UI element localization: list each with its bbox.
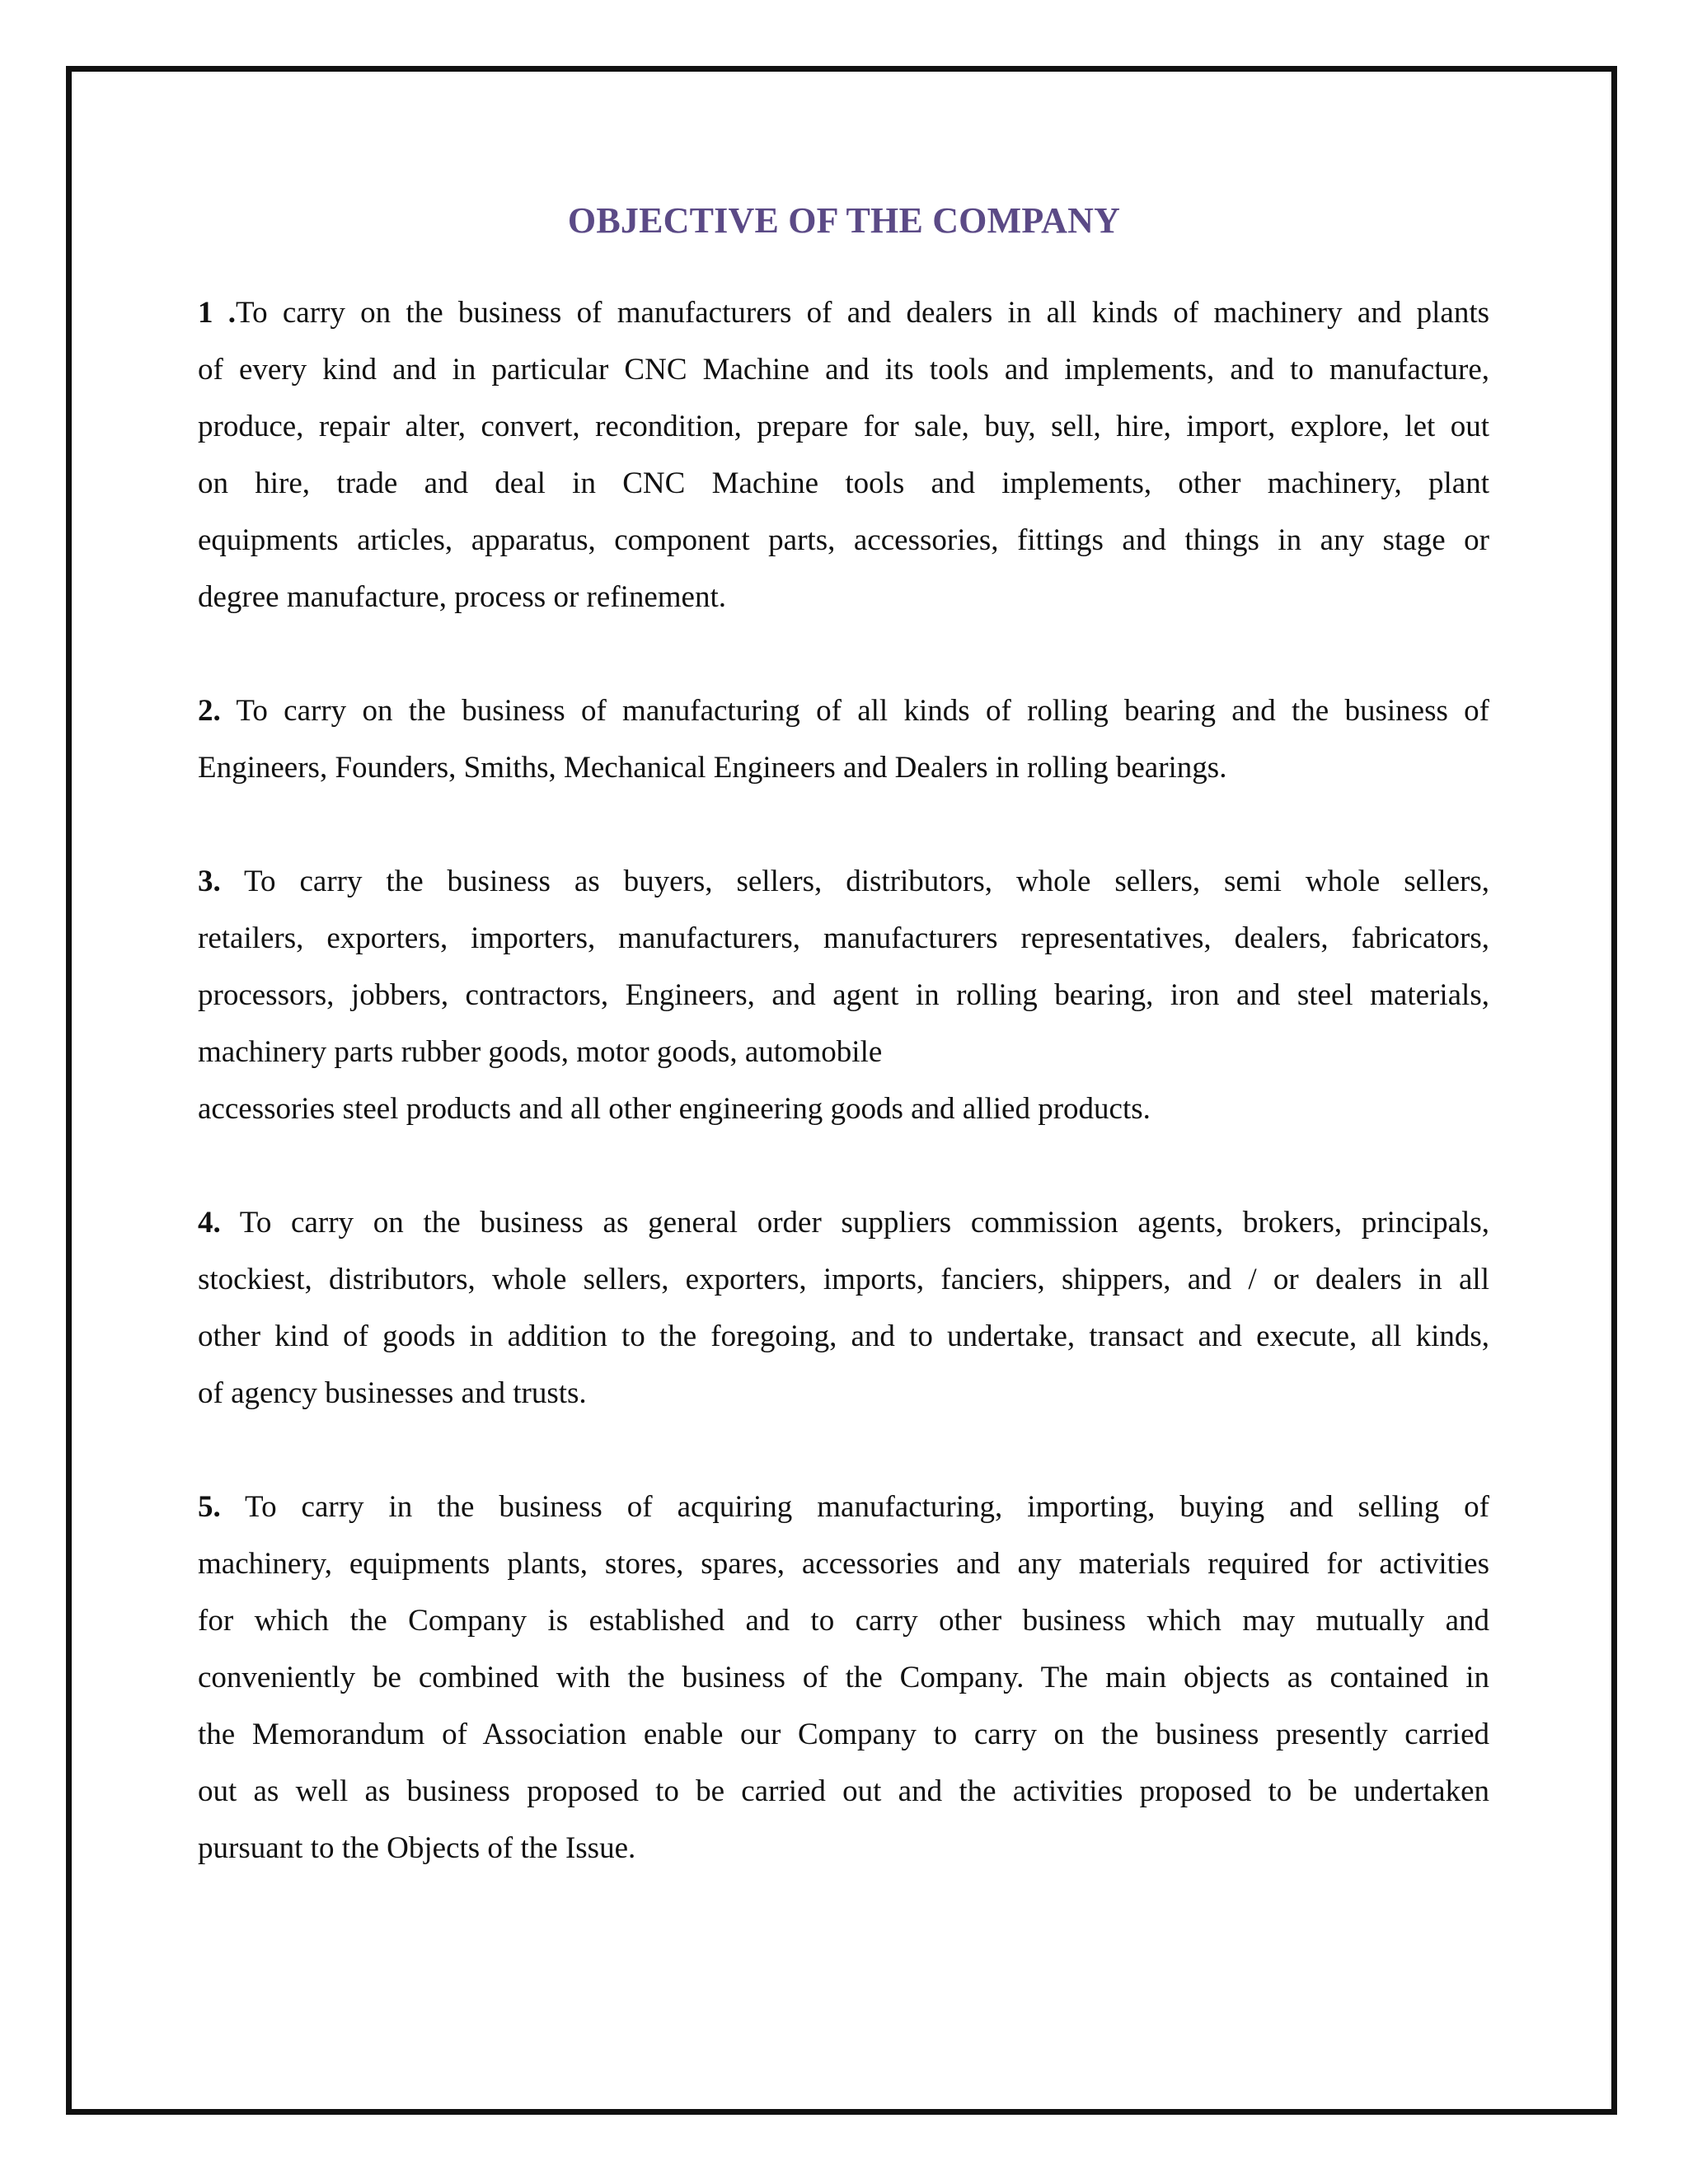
document-body bbox=[198, 284, 1489, 1933]
paragraph-line: To carry on the business of manufacturers of and dealers in all kinds of machinery and plants bbox=[236, 296, 1490, 330]
paragraph-number: 1 . bbox=[198, 296, 237, 330]
paragraph-number: 4. bbox=[198, 1206, 221, 1240]
paragraph-line: pursuant to the Objects of the Issue. bbox=[198, 1831, 636, 1865]
paragraph-line: produce, repair alter, convert, recondition, prepare for sale, buy, sell, hire, import, explore, let out bbox=[198, 410, 1489, 443]
paragraph-line: processors, jobbers, contractors, Engineers, and agent in rolling bearing, iron and steel materials, bbox=[198, 978, 1489, 1012]
paragraph-line: degree manufacture, process or refinement. bbox=[198, 580, 727, 614]
paragraph-line: of every kind and in particular CNC Machine and its tools and implements, and to manufacture, bbox=[198, 353, 1489, 387]
paragraph-line: To carry on the business as general order suppliers commission agents, brokers, principals, bbox=[220, 1206, 1489, 1240]
paragraph-line: machinery parts rubber goods, motor goods, automobile bbox=[198, 1035, 883, 1069]
document-title: OBJECTIVE OF THE COMPANY bbox=[567, 200, 1121, 241]
paragraph-line: retailers, exporters, importers, manufacturers, manufacturers representatives, dealers, fabricators, bbox=[198, 921, 1489, 955]
paragraph-line: machinery, equipments plants, stores, spares, accessories and any materials required for activities bbox=[198, 1547, 1489, 1581]
paragraph-line: of agency businesses and trusts. bbox=[198, 1376, 587, 1410]
paragraph-line: for which the Company is established and to carry other business which may mutually and bbox=[198, 1604, 1489, 1638]
objective-paragraph-2 bbox=[198, 682, 1489, 796]
objective-paragraph-3 bbox=[198, 853, 1489, 1137]
objective-paragraph-5 bbox=[198, 1479, 1489, 1877]
paragraph-line: stockiest, distributors, whole sellers, exporters, imports, fanciers, shippers, and / or dealers in all bbox=[198, 1263, 1489, 1296]
paragraph-number: 5. bbox=[198, 1490, 221, 1524]
paragraph-number: 2. bbox=[198, 694, 221, 728]
objective-paragraph-4 bbox=[198, 1194, 1489, 1422]
paragraph-line: other kind of goods in addition to the foregoing, and to undertake, transact and execute, all kinds, bbox=[198, 1319, 1489, 1353]
paragraph-line: Engineers, Founders, Smiths, Mechanical Engineers and Dealers in rolling bearings. bbox=[198, 751, 1227, 785]
paragraph-number: 3. bbox=[198, 865, 221, 898]
paragraph-line: accessories steel products and all other engineering goods and allied products. bbox=[198, 1092, 1151, 1126]
paragraph-line: the Memorandum of Association enable our Company to carry on the business presently carried bbox=[198, 1718, 1489, 1751]
paragraph-line: To carry in the business of acquiring manufacturing, importing, buying and selling of bbox=[220, 1490, 1489, 1524]
objective-paragraph-1 bbox=[198, 284, 1489, 626]
paragraph-line: equipments articles, apparatus, component parts, accessories, fittings and things in any stage or bbox=[198, 523, 1489, 557]
paragraph-line: on hire, trade and deal in CNC Machine tools and implements, other machinery, plant bbox=[198, 466, 1489, 500]
paragraph-line: To carry on the business of manufacturing of all kinds of rolling bearing and the business of bbox=[220, 694, 1489, 728]
paragraph-line: To carry the business as buyers, sellers, distributors, whole sellers, semi whole sellers, bbox=[220, 865, 1489, 898]
paragraph-line: conveniently be combined with the business of the Company. The main objects as contained in bbox=[198, 1661, 1489, 1694]
paragraph-line: out as well as business proposed to be carried out and the activities proposed to be undertaken bbox=[198, 1774, 1489, 1808]
